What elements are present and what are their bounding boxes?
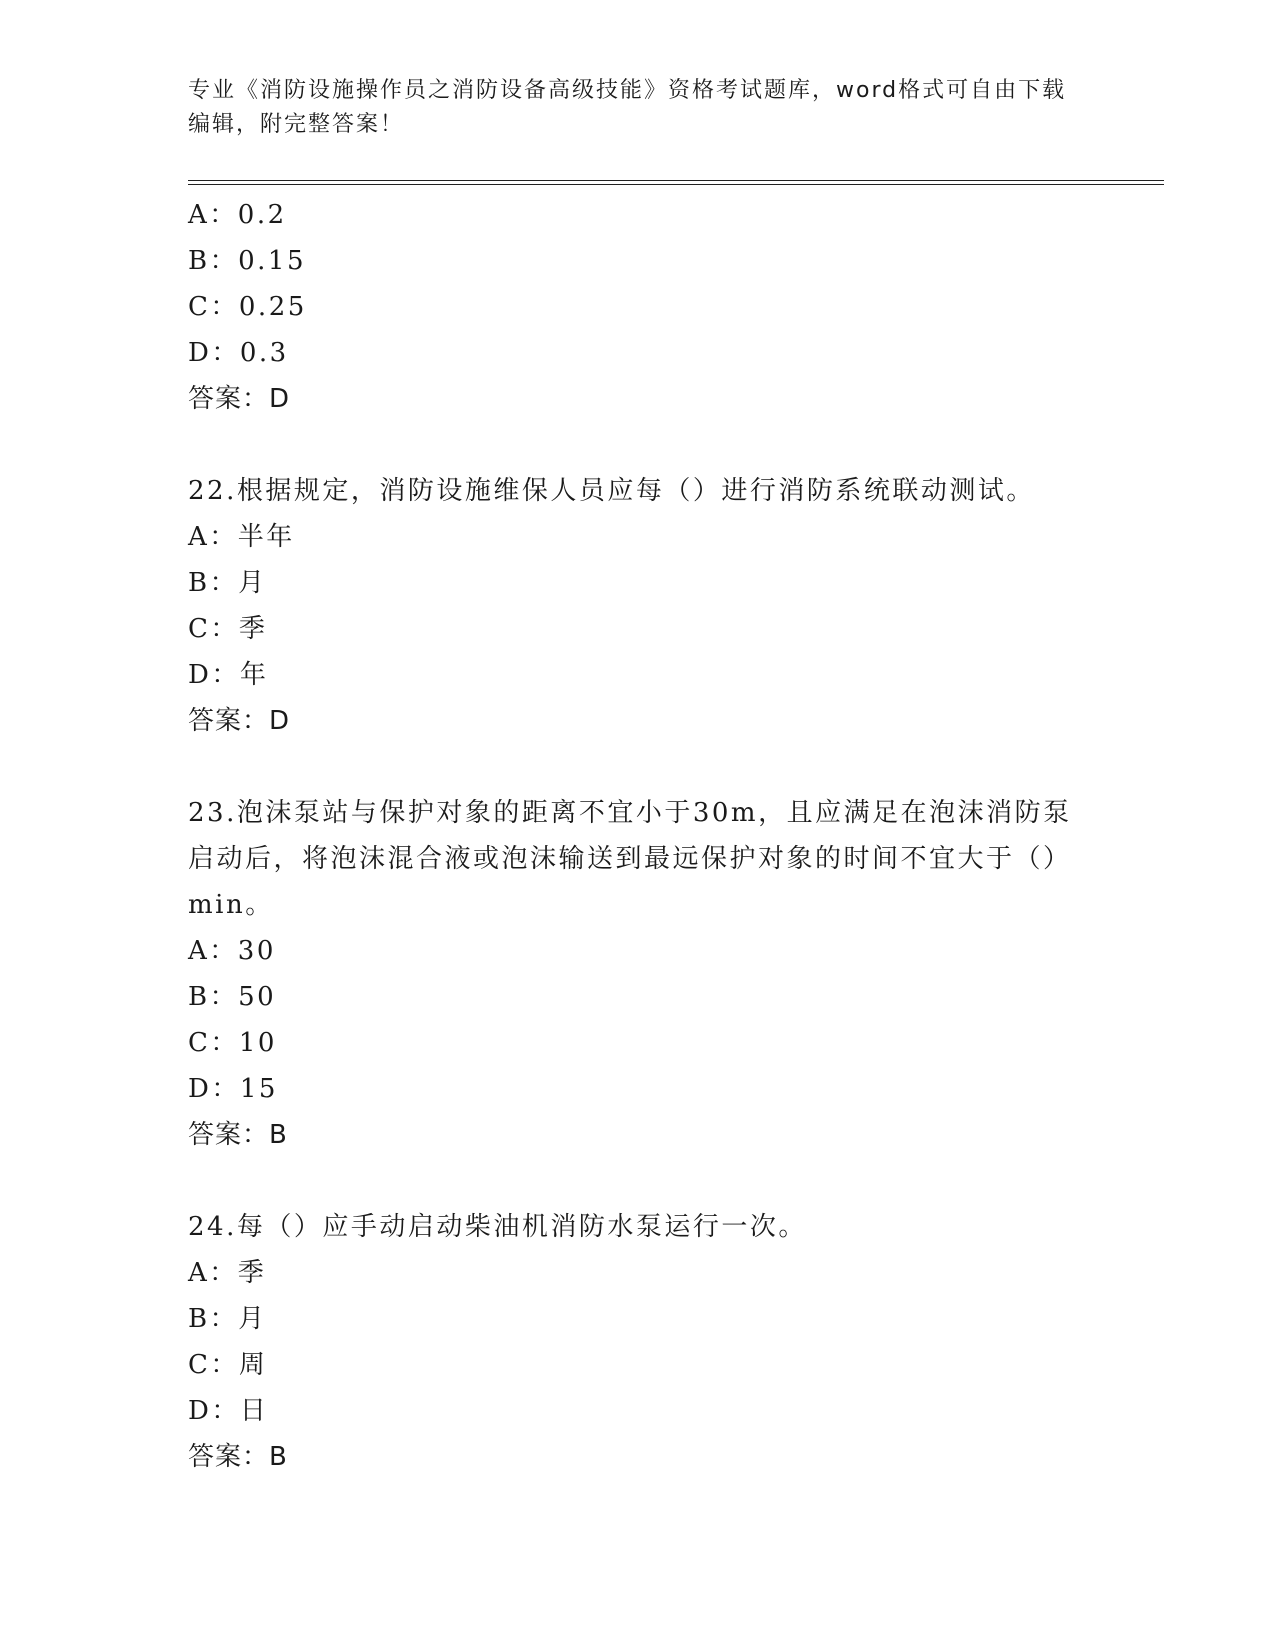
- option-a: A：0.2: [188, 200, 287, 230]
- question-text: 24.每（）应手动启动柴油机消防水泵运行一次。: [188, 1212, 807, 1242]
- answer: 答案：D: [188, 706, 291, 736]
- option-d: D：年: [188, 660, 269, 690]
- option-d: D：0.3: [188, 338, 289, 368]
- option-d: D：15: [188, 1074, 278, 1104]
- question-list: [188, 192, 1088, 1480]
- option-a: A：半年: [188, 522, 295, 552]
- option-a: A：30: [188, 936, 276, 966]
- answer: 答案：D: [188, 384, 291, 414]
- option-c: C：周: [188, 1350, 268, 1380]
- option-a: A：季: [188, 1258, 267, 1288]
- option-c: C：10: [188, 1028, 277, 1058]
- header-divider-top: [188, 180, 1164, 181]
- question-block-22: [188, 468, 1088, 744]
- question-text: 22.根据规定，消防设施维保人员应每（）进行消防系统联动测试。: [188, 476, 1035, 506]
- option-b: B：月: [188, 1304, 267, 1334]
- option-b: B：50: [188, 982, 277, 1012]
- question-block-24: [188, 1204, 1088, 1480]
- question-text: 23.泡沫泵站与保护对象的距离不宜小于30m，且应满足在泡沫消防泵启动后，将泡沫混合液或泡沫输送到最远保护对象的时间不宜大于（）min。: [188, 798, 1072, 920]
- answer: 答案：B: [188, 1442, 288, 1472]
- question-block-23: [188, 790, 1088, 1158]
- answer: 答案：B: [188, 1120, 288, 1150]
- option-c: C：0.25: [188, 292, 307, 322]
- option-b: B：月: [188, 568, 267, 598]
- option-d: D：日: [188, 1396, 269, 1426]
- header-divider-bottom: [188, 184, 1164, 185]
- option-b: B：0.15: [188, 246, 306, 276]
- option-c: C：季: [188, 614, 268, 644]
- document-header: 专业《消防设施操作员之消防设备高级技能》资格考试题库，word格式可自由下载编辑，附完整答案！: [188, 78, 1067, 137]
- question-block-21: [188, 192, 1088, 422]
